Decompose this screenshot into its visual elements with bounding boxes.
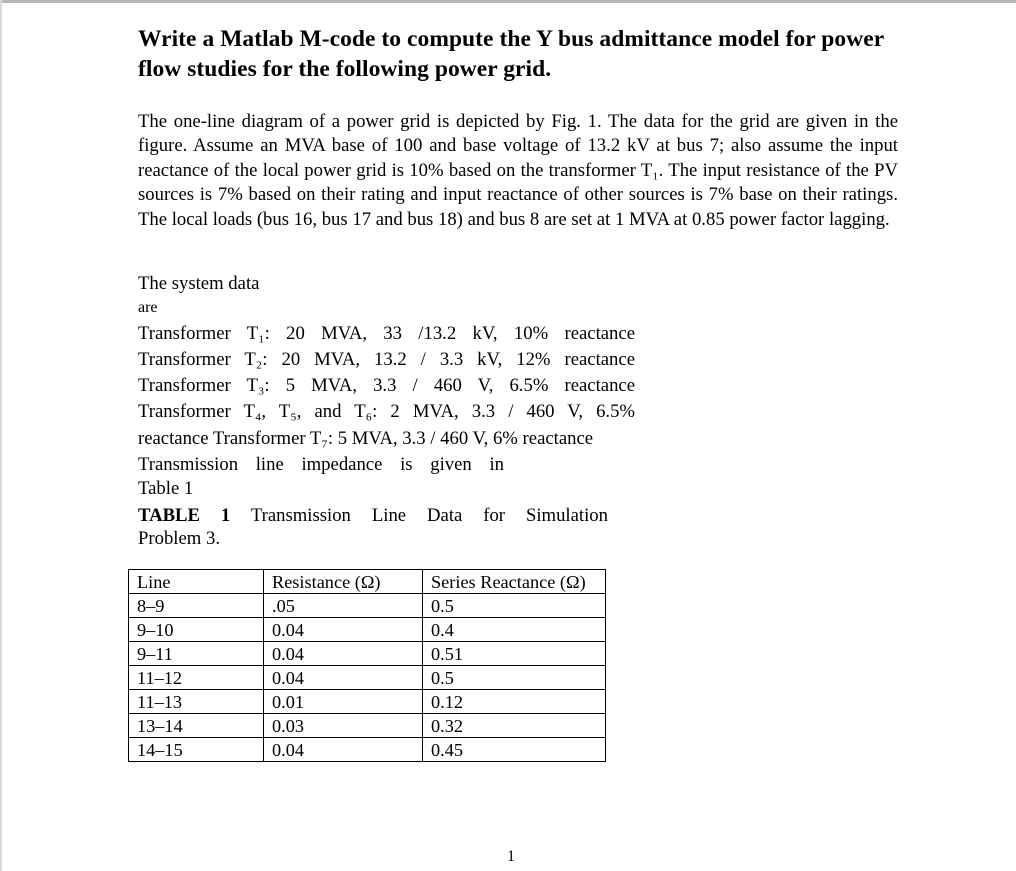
transformer-t7: reactance Transformer T₇: 5 MVA, 3.3 / 460 V, 6% reactance: [138, 428, 594, 449]
table-caption-label: TABLE 1: [138, 505, 231, 526]
cell-line: 11–13: [129, 690, 264, 714]
transmission-line-table: [128, 569, 606, 762]
cell-resistance: 0.01: [264, 690, 423, 714]
cell-line: 9–10: [129, 618, 264, 642]
transformer-t2: Transformer T₂: 20 MVA, 13.2 / 3.3 kV, 12% reactance: [138, 349, 635, 370]
cell-resistance: 0.04: [264, 666, 423, 690]
cell-reactance: 0.5: [423, 594, 606, 618]
header-line: Line: [129, 570, 264, 594]
cell-line: 9–11: [129, 642, 264, 666]
problem-description: The one-line diagram of a power grid is depicted by Fig. 1. The data for the grid are given in the figure. Assume an MVA base of 100 and base voltage of 13.2 kV at bus 7; also assume the input reactance of the local power grid is 10% based on the transformer T₁. The input resistance of the PV sources is 7% based on their rating and input reactance of other sources is 7% base on their ratings. The local loads (bus 16, bus 17 and bus 18) and bus 8 are set at 1 MVA at 0.85 power factor lagging.: [138, 111, 898, 230]
table-row: [129, 690, 606, 714]
table-row: [129, 738, 606, 762]
cell-resistance: 0.04: [264, 738, 423, 762]
document-header: [138, 24, 898, 84]
table-row: [129, 594, 606, 618]
header-series-reactance: Series Reactance (Ω): [423, 570, 606, 594]
table-header-row: [129, 570, 606, 594]
cell-line: 11–12: [129, 666, 264, 690]
page-number: 1: [507, 848, 515, 865]
transmission-line-note: Transmission line impedance is given in: [138, 454, 504, 475]
cell-reactance: 0.32: [423, 714, 606, 738]
table-row: [129, 714, 606, 738]
table-row: [129, 666, 606, 690]
table-row: [129, 642, 606, 666]
cell-reactance: 0.45: [423, 738, 606, 762]
table-reference: Table 1: [138, 478, 194, 499]
cell-line: 14–15: [129, 738, 264, 762]
table-caption-text: Transmission Line Data for Simulation: [250, 505, 608, 526]
transformer-t3: Transformer T₃: 5 MVA, 3.3 / 460 V, 6.5% reactance: [138, 375, 635, 396]
system-data-heading: The system data: [138, 273, 260, 294]
cell-resistance: 0.04: [264, 618, 423, 642]
table-row: [129, 618, 606, 642]
system-data-are: are: [138, 299, 158, 316]
header-resistance: Resistance (Ω): [264, 570, 423, 594]
cell-resistance: .05: [264, 594, 423, 618]
table-caption-continued: Problem 3.: [138, 528, 221, 549]
cell-resistance: 0.03: [264, 714, 423, 738]
top-border: [0, 0, 1016, 3]
transformer-t1: Transformer T₁: 20 MVA, 33 /13.2 kV, 10% reactance: [138, 323, 635, 344]
cell-reactance: 0.51: [423, 642, 606, 666]
left-border: [0, 0, 2, 871]
cell-line: 13–14: [129, 714, 264, 738]
cell-resistance: 0.04: [264, 642, 423, 666]
cell-reactance: 0.12: [423, 690, 606, 714]
table-caption: [138, 505, 608, 527]
cell-reactance: 0.4: [423, 618, 606, 642]
transformer-t4-t5-t6: Transformer T₄, T₅, and T₆: 2 MVA, 3.3 / 460 V, 6.5%: [138, 401, 635, 422]
problem-title: Write a Matlab M-code to compute the Y bus admittance model for power flow studies for the following power grid.: [138, 26, 884, 82]
cell-line: 8–9: [129, 594, 264, 618]
cell-reactance: 0.5: [423, 666, 606, 690]
